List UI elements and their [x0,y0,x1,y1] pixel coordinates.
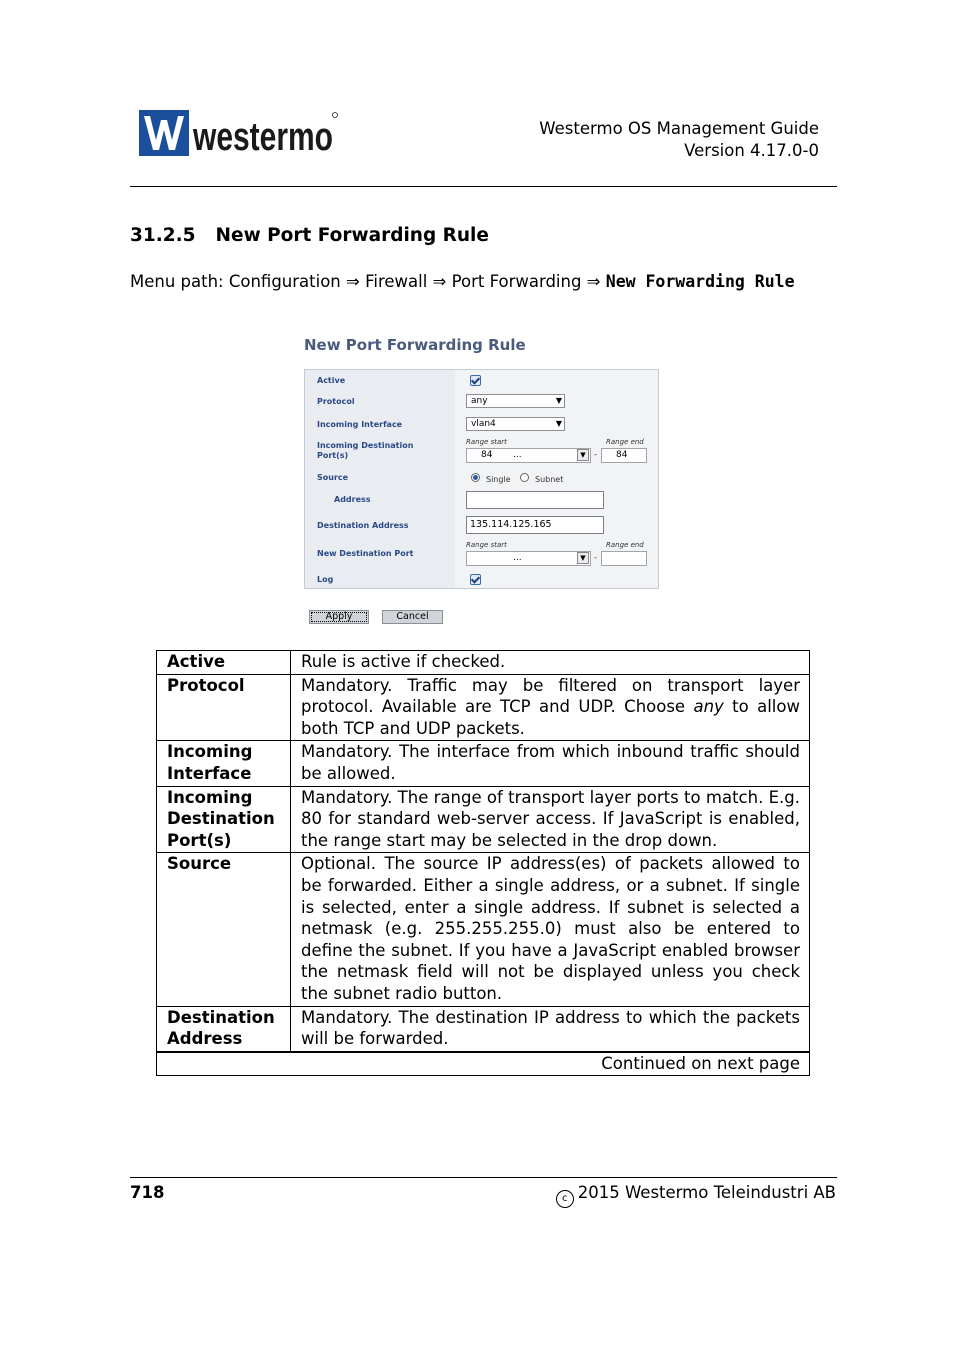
interface-select[interactable]: vlan4 ▼ [466,417,565,431]
range-dash: - [594,450,597,459]
apply-button[interactable]: Apply [309,610,369,624]
svg-text:westermo: westermo [192,115,333,159]
table-row: Source Optional. The source IP address(es) of packets allowed to be forwarded. Either a single address, or a subnet. If single is selected, enter a single address. If subnet is selected a netmask (e.g. 255.255.255.0) must also be entered to define the subnet. If you have a JavaScript enabled browser the netmask field will not be displayed unless you check the subnet radio button. [157,853,810,1006]
page-number: 718 [130,1183,165,1202]
label-incoming-dest-ports: Incoming Destination Port(s) [317,441,414,460]
label-new-destination-port: New Destination Port [317,549,414,558]
destination-address-input[interactable]: 135.114.125.165 [466,516,604,534]
incoming-range-end-input[interactable]: 84 [601,448,647,463]
table-row: Protocol Mandatory. Traffic may be filtered on transport layer protocol. Available are TCP and UDP. Choose any to allow both TCP and UDP packets. [157,674,810,741]
label-log: Log [317,575,334,584]
cancel-button[interactable]: Cancel [382,610,443,624]
subnet-radio[interactable] [520,473,529,482]
range-end-label: Range end [606,438,644,446]
document-title: Westermo OS Management Guide Version 4.17.0-0 [539,119,819,160]
table-row: Destination Address Mandatory. The destination IP address to which the packets will be forwarded. [157,1006,810,1052]
subnet-radio-label: Subnet [535,475,564,484]
log-checkbox[interactable] [470,574,481,585]
copyright: c 2015 Westermo Teleindustri AB [556,1183,836,1208]
single-radio[interactable] [471,473,480,482]
footer-rule [130,1177,837,1178]
single-radio-label: Single [486,475,511,484]
incoming-range-start-input[interactable]: 84 ... [466,448,591,463]
table-row: Incoming Interface Mandatory. The interface from which inbound traffic should be allowed. [157,741,810,786]
label-destination-address: Destination Address [317,521,409,530]
address-input[interactable] [466,491,604,509]
copyright-icon: c [556,1190,574,1208]
section-heading: 31.2.5 New Port Forwarding Rule [130,225,489,246]
chevron-down-icon: ▼ [555,396,562,405]
range-start-label: Range start [466,438,507,446]
label-active: Active [317,376,346,385]
range-dropdown-button[interactable]: ▼ [577,449,589,461]
label-source: Source [317,473,349,482]
field-description-table [156,650,810,1076]
label-protocol: Protocol [317,397,355,406]
table-continued-row: Continued on next page [157,1052,810,1076]
menu-path: Menu path: Configuration ⇒ Firewall ⇒ Port Forwarding ⇒ New Forwarding Rule [130,272,795,291]
new-port-range-end-input[interactable] [601,551,647,566]
range-start-label-2: Range start [466,541,507,549]
westermo-logo [139,110,339,158]
active-checkbox[interactable] [470,375,481,386]
chevron-down-icon: ▼ [555,419,562,428]
protocol-select[interactable]: any ▼ [466,394,565,408]
table-row: Active Rule is active if checked. [157,651,810,675]
new-port-range-start-input[interactable]: ... [466,551,591,566]
screenshot-title: New Port Forwarding Rule [304,336,526,354]
label-address: Address [334,495,371,504]
range-dash-2: - [594,553,597,562]
header-rule [130,186,837,187]
new-port-dropdown-button[interactable]: ▼ [577,552,589,564]
table-row: Incoming Destination Port(s) Mandatory. The range of transport layer ports to match. E.g. 80 for standard web-server access. If JavaScript is enabled, the range start may be selected in the drop down. [157,786,810,853]
port-forwarding-form [304,369,659,589]
range-end-label-2: Range end [606,541,644,549]
label-incoming-interface: Incoming Interface [317,420,403,429]
